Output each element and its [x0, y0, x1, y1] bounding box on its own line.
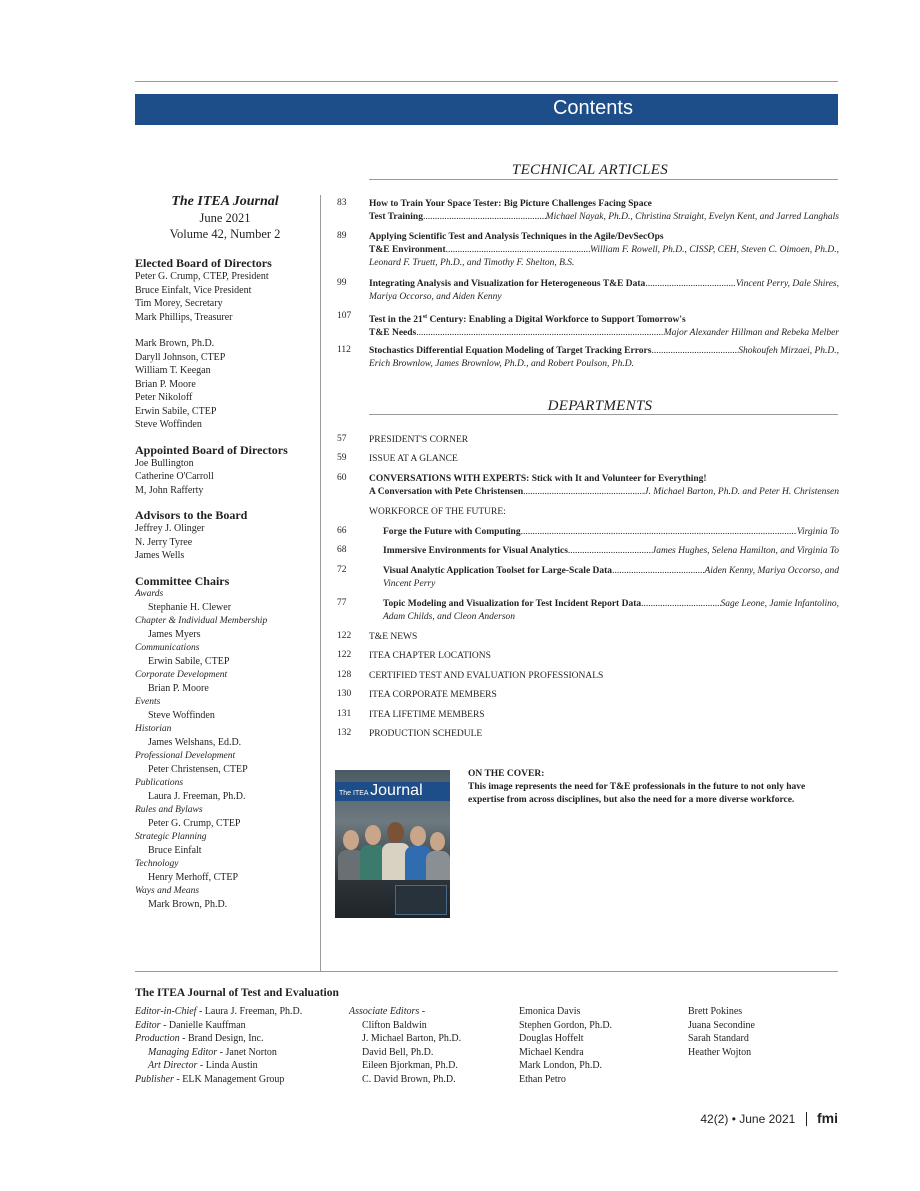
- article-authors: Major Alexander Hillman and Rebeka Melber: [663, 328, 839, 339]
- committee-name: Rules and Bylaws: [135, 804, 203, 815]
- masthead-role: Publisher: [135, 1073, 174, 1085]
- masthead-name: - Linda Austin: [197, 1060, 258, 1071]
- associate-editor: Stephen Gordon, Ph.D.: [519, 1019, 613, 1031]
- dept-title: Visual Analytic Application Toolset for Large-Scale Data: [383, 566, 613, 576]
- tech-heading-rule: [369, 179, 838, 180]
- cover-thumbnail[interactable]: [335, 770, 450, 918]
- top-rule: [135, 81, 838, 82]
- sidebar-boards: [135, 245, 315, 912]
- article-title: Stochastics Differential Equation Modeling of Target Tracking Errors: [369, 346, 652, 356]
- committee-chair: Brian P. Moore: [148, 683, 209, 694]
- advisor: Jeffrey J. Olinger: [135, 523, 205, 534]
- article-authors-cont: Mariya Occorso, and Aiden Kenny: [369, 292, 502, 302]
- masthead-title: The ITEA Journal of Test and Evaluation: [135, 987, 339, 999]
- elected-member: Erwin Sabile, CTEP: [135, 405, 217, 417]
- associate-editor: Douglas Hoffelt: [519, 1033, 584, 1044]
- associate-editor: Clifton Baldwin: [362, 1019, 427, 1031]
- cover-headline-box: [395, 885, 447, 915]
- elected-heading: Elected Board of Directors: [135, 256, 272, 270]
- cover-person-4: [410, 826, 426, 846]
- article-authors: Shokoufeh Mirzaei, Ph.D.,: [738, 346, 839, 356]
- appointed-heading: Appointed Board of Directors: [135, 442, 288, 457]
- cover-person-3: [387, 822, 404, 843]
- article-authors-cont: Leonard F. Truett, Ph.D., and Timothy F. Shelton, B.S.: [369, 258, 575, 268]
- masthead-role: Editor-in-Chief: [135, 1006, 197, 1017]
- dept-authors: Virginia To: [796, 527, 839, 537]
- committee-name: Events: [135, 696, 161, 707]
- committee-chair: Stephanie H. Clewer: [148, 602, 232, 613]
- committee-heading: Committee Chairs: [135, 573, 230, 588]
- committee-chair: Mark Brown, Ph.D.: [148, 899, 228, 910]
- masthead-role: Production: [135, 1033, 180, 1044]
- page-number: 72: [337, 565, 347, 575]
- page-number: 83: [337, 198, 347, 208]
- committee-chair: James Myers: [148, 629, 201, 640]
- dept-title: CONVERSATIONS WITH EXPERTS: Stick with It and Volunteer for Everything!: [369, 474, 707, 484]
- committee-chair: Laura J. Freeman, Ph.D.: [148, 791, 246, 802]
- dept-title: PRODUCTION SCHEDULE: [369, 729, 483, 739]
- dept-authors-cont: Vincent Perry: [383, 579, 436, 589]
- page-number: 112: [337, 345, 351, 355]
- dept-title: Topic Modeling and Visualization for Test Incident Report Data: [383, 599, 642, 609]
- dept-title: ITEA CHAPTER LOCATIONS: [369, 651, 491, 661]
- page-number: 122: [337, 631, 352, 641]
- article-title: Test in the 21: [369, 315, 423, 326]
- cover-text: This image represents the need for T&E professionals in the future to not only have expertise from across disciplines, but also the need for a more diverse workforce.: [468, 782, 806, 805]
- associate-editor: Emonica Davis: [519, 1006, 581, 1017]
- elected-member: Peter Nikoloff: [135, 392, 193, 403]
- committee-chair: Peter G. Crump, CTEP: [148, 818, 241, 829]
- article-authors: Michael Nayak, Ph.D., Christina Straight, Evelyn Kent, and Jarred Langhals: [545, 212, 839, 222]
- committee-chair: Peter Christensen, CTEP: [148, 764, 248, 775]
- dept-heading-rule: [369, 414, 838, 415]
- elected-member: Mark Brown, Ph.D.: [135, 338, 215, 349]
- masthead-name: - Danielle Kauffman: [160, 1019, 246, 1031]
- associate-editor: Juana Secondine: [688, 1019, 755, 1031]
- elected-member: Steve Woffinden: [135, 419, 202, 430]
- committee-chair: Bruce Einfalt: [148, 845, 202, 856]
- masthead-col1: [135, 1005, 335, 1086]
- journal-title: The ITEA Journal: [171, 194, 279, 209]
- article-title: Applying Scientific Test and Analysis Techniques in the Agile/DevSecOps: [369, 232, 664, 242]
- appointed-member: Catherine O'Carroll: [135, 471, 214, 482]
- volume: Volume 42, Number 2: [169, 227, 281, 241]
- page-number: 132: [337, 728, 352, 738]
- committee-name: Awards: [135, 588, 164, 599]
- associate-editor: David Bell, Ph.D.: [362, 1046, 434, 1058]
- committee-name: Technology: [135, 858, 179, 869]
- page-number: 128: [337, 670, 352, 680]
- dept-title: T&E NEWS: [369, 632, 418, 642]
- committee-chair: Henry Merhoff, CTEP: [148, 872, 239, 883]
- article-title: How to Train Your Space Tester: Big Picture Challenges Facing Space: [369, 199, 652, 209]
- article-title-rest: Century: Enabling a Digital Workforce to Support Tomorrow's: [427, 315, 686, 326]
- footer-divider: [806, 1112, 807, 1126]
- contents-banner: [135, 94, 838, 125]
- issue-label: 42(2) • June 2021: [700, 1112, 796, 1126]
- advisor: James Wells: [135, 550, 185, 561]
- advisors-heading: Advisors to the Board: [135, 508, 248, 522]
- article-title-sup: st: [422, 314, 428, 320]
- cover-person-5-body: [426, 851, 450, 880]
- masthead-name: - Brand Design, Inc.: [179, 1033, 264, 1044]
- article-authors: Vincent Perry, Dale Shires,: [735, 279, 839, 289]
- dept-authors: Sage Leone, Jamie Infantolino,: [720, 599, 839, 609]
- cover-person-2: [365, 825, 381, 845]
- page-footer: [700, 1110, 838, 1126]
- page-number: 68: [337, 545, 347, 555]
- cover-person-5: [430, 832, 445, 851]
- elected-member: William T. Keegan: [135, 365, 211, 376]
- committee-chair: James Welshans, Ed.D.: [148, 737, 242, 748]
- elected-member: Brian P. Moore: [135, 378, 196, 390]
- associate-editor: C. David Brown, Ph.D.: [362, 1073, 456, 1085]
- dept-authors-cont: Adam Childs, and Cleon Anderson: [383, 612, 516, 622]
- committee-chair: Erwin Sabile, CTEP: [148, 656, 230, 667]
- elected-officer: Tim Morey, Secretary: [135, 298, 223, 309]
- elected-officer: Mark Phillips, Treasurer: [135, 311, 233, 323]
- cover-logo: [339, 782, 423, 800]
- elected-officer: Peter G. Crump, CTEP, President: [135, 271, 269, 282]
- issue-date: June 2021: [199, 211, 251, 225]
- dept-authors: James Hughes, Selena Hamilton, and Virginia To: [652, 546, 839, 556]
- dept-title: Immersive Environments for Visual Analytics: [383, 546, 568, 556]
- vertical-divider: [320, 195, 321, 971]
- cover-logo-small: The ITEA: [339, 790, 369, 797]
- dept-title: CERTIFIED TEST AND EVALUATION PROFESSIONALS: [369, 671, 604, 681]
- committee-name: Communications: [135, 642, 200, 653]
- dept-title: ISSUE AT A GLANCE: [369, 454, 458, 464]
- page-number: 130: [337, 689, 352, 699]
- dept-title: WORKFORCE OF THE FUTURE:: [369, 507, 506, 517]
- article-title-cont: Test Training: [369, 212, 423, 222]
- associate-editor: Brett Pokines: [688, 1006, 743, 1017]
- appointed-member: Joe Bullington: [135, 457, 194, 469]
- banner-title: Contents: [552, 97, 633, 119]
- cover-heading: ON THE COVER:: [468, 769, 545, 779]
- dept-title-cont: A Conversation with Pete Christensen: [369, 487, 524, 497]
- page-number: 122: [337, 650, 352, 660]
- masthead-role: Editor: [135, 1019, 161, 1031]
- page-number: 57: [337, 434, 347, 444]
- departments-heading: DEPARTMENTS: [547, 398, 653, 414]
- dept-authors: J. Michael Barton, Ph.D. and Peter H. Christensen: [644, 487, 839, 497]
- masthead-col3: [519, 1005, 679, 1086]
- page-number: 131: [337, 709, 352, 719]
- elected-officer: Bruce Einfalt, Vice President: [135, 284, 252, 296]
- page-number: 60: [337, 473, 347, 483]
- journal-info: [135, 194, 315, 242]
- associate-editor: Michael Kendra: [519, 1046, 584, 1058]
- bottom-rule: [135, 971, 838, 972]
- elected-member: Daryll Johnson, CTEP: [135, 351, 226, 363]
- page-number: 59: [337, 453, 347, 463]
- dept-title: ITEA CORPORATE MEMBERS: [369, 690, 497, 700]
- advisor: N. Jerry Tyree: [135, 536, 193, 548]
- article-authors: William F. Rowell, Ph.D., CISSP, CEH, Steven C. Oimoen, Ph.D.,: [589, 245, 839, 255]
- associate-editor: J. Michael Barton, Ph.D.: [362, 1033, 462, 1044]
- committee-name: Ways and Means: [135, 885, 200, 896]
- masthead-role: Managing Editor: [148, 1046, 218, 1058]
- technical-articles-heading: TECHNICAL ARTICLES: [511, 162, 669, 178]
- committee-name: Corporate Development: [135, 669, 228, 680]
- associate-editor: Ethan Petro: [519, 1073, 566, 1085]
- cover-person-1: [343, 830, 359, 850]
- masthead-col4: [688, 1005, 838, 1059]
- committee-name: Publications: [135, 777, 184, 788]
- masthead-role: Art Director: [148, 1060, 198, 1071]
- brand-logo: fmi: [817, 1110, 838, 1126]
- associate-editor: Sarah Standard: [688, 1033, 749, 1044]
- appointed-member: M, John Rafferty: [135, 484, 204, 496]
- committee-name: Professional Development: [135, 750, 236, 761]
- dept-title: PRESIDENT'S CORNER: [369, 435, 469, 445]
- page-number: 77: [337, 598, 347, 608]
- page-number: 66: [337, 526, 347, 536]
- associate-editor: Heather Wojton: [688, 1046, 752, 1058]
- committee-name: Chapter & Individual Membership: [135, 615, 268, 626]
- cover-caption: [468, 768, 840, 807]
- masthead-col2: [349, 1005, 509, 1086]
- committee-name: Historian: [135, 723, 172, 734]
- page-number: 107: [337, 311, 352, 321]
- page-number: 89: [337, 231, 347, 241]
- masthead-name: - Laura J. Freeman, Ph.D.: [196, 1006, 303, 1017]
- masthead-name: - ELK Management Group: [173, 1073, 285, 1085]
- article-title-cont: T&E Needs: [369, 328, 417, 339]
- committee-chair: Steve Woffinden: [148, 710, 215, 721]
- page-number: 99: [337, 278, 347, 288]
- article-title: Integrating Analysis and Visualization for Heterogeneous T&E Data: [369, 279, 646, 289]
- article-title-cont: T&E Environment: [369, 245, 446, 255]
- associate-editors-label: Associate Editors -: [349, 1006, 426, 1017]
- committee-name: Strategic Planning: [135, 831, 207, 842]
- associate-editor: Mark London, Ph.D.: [519, 1060, 603, 1071]
- masthead-name: - Janet Norton: [217, 1046, 277, 1058]
- associate-editor: Eileen Bjorkman, Ph.D.: [362, 1060, 458, 1071]
- cover-logo-big: Journal: [370, 782, 423, 799]
- dept-title: ITEA LIFETIME MEMBERS: [369, 710, 485, 720]
- dept-authors: Aiden Kenny, Mariya Occorso, and: [704, 566, 839, 576]
- dept-title: Forge the Future with Computing: [383, 527, 521, 537]
- article-authors-cont: Erich Brownlow, James Brownlow, Ph.D., and Robert Poulson, Ph.D.: [369, 359, 634, 369]
